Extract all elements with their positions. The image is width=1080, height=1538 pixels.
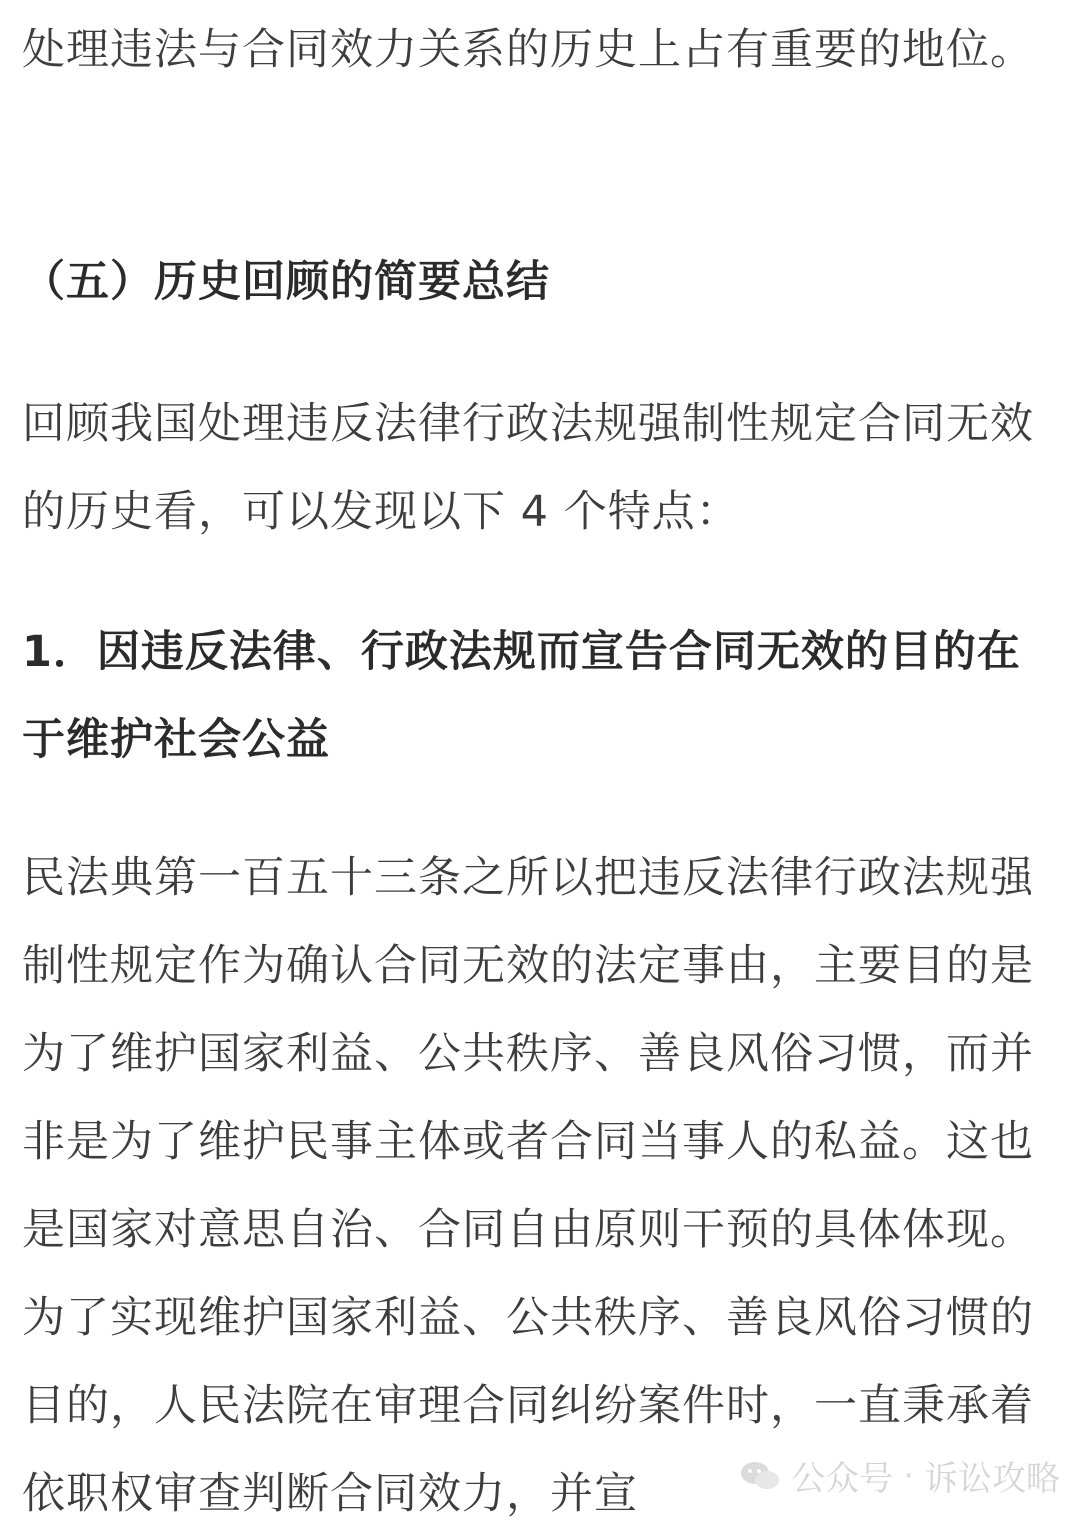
wechat-logo-icon [739, 1459, 781, 1493]
watermark [739, 1451, 1060, 1500]
paragraph-1: 处理违法与合同效力关系的历史上占有重要的地位。 [22, 25, 1034, 75]
paragraph-2: 回顾我国处理违反法律行政法规强制性规定合同无效的历史看，可以发现以下 4 个特点： [22, 399, 1034, 537]
section-heading-5: （五）历史回顾的简要总结 [22, 257, 550, 307]
paragraph-3: 民法典第一百五十三条之所以把违反法律行政法规强制性规定作为确认合同无效的法定事由，主要目的是为了维护国家利益、公共秩序、善良风俗习惯，而并非是为了维护民事主体或者合同当事人的私益。这也是国家对意思自治、合同自由原则干预的具体体现。为了实现维护国家利益、公共秩序、善良风俗习惯的目的，人民法院在审理合同纠纷案件时，一直秉承着依职权审查判断合同效力，并宣 [22, 853, 1034, 1519]
point-1-heading: 1．因违反法律、行政法规而宣告合同无效的目的在于维护社会公益 [22, 627, 1021, 765]
watermark-label: 公众号 [791, 1459, 894, 1499]
watermark-name: 诉讼攻略 [924, 1459, 1060, 1499]
watermark-separator: · [903, 1455, 914, 1496]
